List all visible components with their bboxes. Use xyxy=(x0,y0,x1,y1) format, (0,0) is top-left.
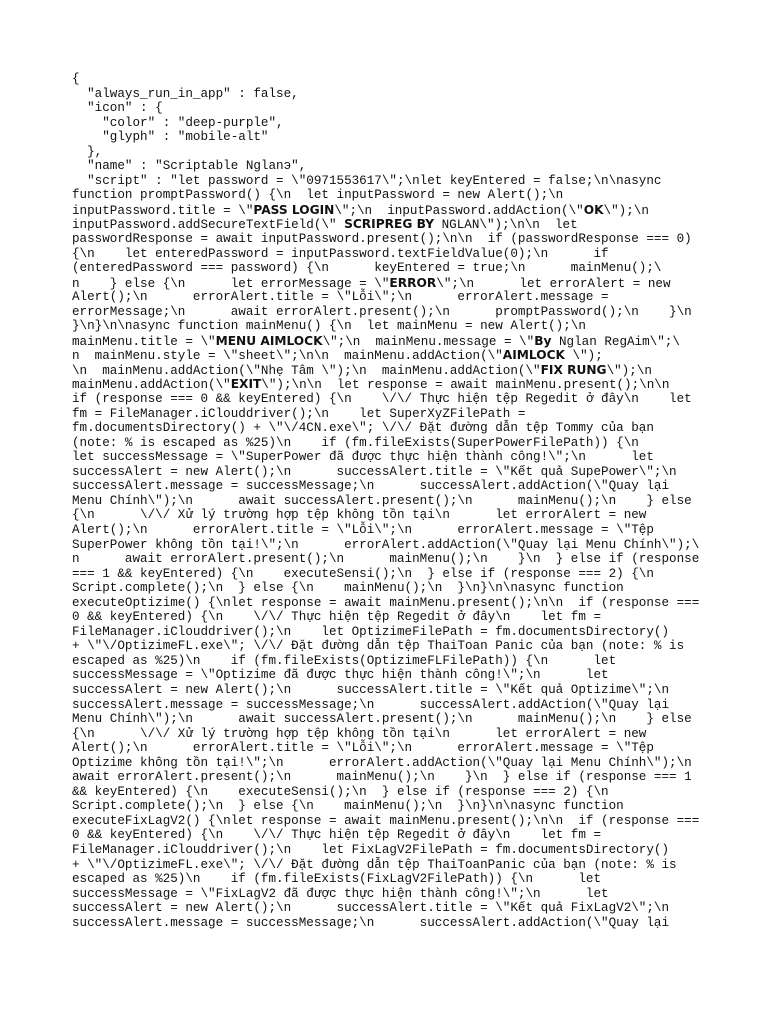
code-line xyxy=(72,770,702,785)
code-line xyxy=(72,159,702,174)
code-segment: SuperPower không tồn tại!\";\n errorAlert.addAction(\"Quay lại Menu Chính\");\ xyxy=(72,537,700,552)
code-line xyxy=(72,348,702,363)
code-line xyxy=(72,741,702,756)
code-segment: \n mainMenu.addAction(\"Nhẹ Tâm \");\n mainMenu.addAction(\" xyxy=(72,363,541,378)
code-line xyxy=(72,87,702,102)
code-line xyxy=(72,610,702,625)
code-segment: inputPassword.title = \" xyxy=(72,203,254,218)
code-segment: n await errorAlert.present();\n mainMenu();\n }\n } else if (response xyxy=(72,552,700,567)
code-segment: {\n \/\/ Xử lý trường hợp tệp không tồn tại\n let errorAlert = new xyxy=(72,726,647,741)
code-segment: fm = FileManager.iClouddriver();\n let SuperXyZFilePath = xyxy=(72,406,526,421)
code-line xyxy=(72,916,702,931)
document-page xyxy=(72,72,702,930)
code-segment: Script.complete();\n } else {\n mainMenu();\n }\n}\n\nasync function xyxy=(72,799,624,814)
code-line xyxy=(72,217,702,232)
code-line xyxy=(72,261,702,276)
code-line xyxy=(72,72,702,87)
code-segment: errorMessage;\n await errorAlert.present();\n promptPassword();\n }\n xyxy=(72,304,692,319)
code-line xyxy=(72,319,702,334)
code-line xyxy=(72,450,702,465)
bold-keyword: PASS LOGIN xyxy=(253,202,335,217)
code-segment: FileManager.iClouddriver();\n let FixLagV2FilePath = fm.documentsDirectory() xyxy=(72,842,670,857)
code-segment: Alert();\n errorAlert.title = \"Lỗi\";\n errorAlert.message = \"Tệp xyxy=(72,522,654,537)
code-line xyxy=(72,130,702,145)
code-line xyxy=(72,334,702,349)
code-segment: Alert();\n errorAlert.title = \"Lỗi\";\n errorAlert.message = \"Tệp xyxy=(72,741,654,756)
code-line xyxy=(72,901,702,916)
code-segment: Nglan RegAim\";\ xyxy=(551,334,680,349)
code-line xyxy=(72,203,702,218)
code-segment: "color" : "deep-purple", xyxy=(72,115,284,130)
bold-keyword: SCRIPREG BY xyxy=(344,217,435,232)
code-line xyxy=(72,668,702,683)
code-line xyxy=(72,116,702,131)
code-segment: Alert();\n errorAlert.title = \"Lỗi\";\n errorAlert.message = xyxy=(72,290,609,305)
bold-keyword: ERROR xyxy=(389,275,437,290)
code-segment: successAlert = new Alert();\n successAlert.title = \"Kết quả FixLagV2\";\n xyxy=(72,901,670,916)
code-text xyxy=(72,72,702,930)
code-segment: "glyph" : "mobile-alt" xyxy=(72,130,269,145)
code-line xyxy=(72,232,702,247)
code-segment: if (response === 0 && keyEntered) {\n \/\/ Thực hiện tệp Regedit ở đây\n let xyxy=(72,392,692,407)
code-segment: \");\n xyxy=(603,203,649,218)
code-segment: "icon" : { xyxy=(72,101,163,116)
code-segment: passwordResponse = await inputPassword.present();\n\n if (passwordResponse === 0) xyxy=(72,232,692,247)
code-line xyxy=(72,407,702,422)
code-segment: \";\n mainMenu.message = \" xyxy=(322,334,535,349)
code-line xyxy=(72,174,702,189)
code-segment: Script.complete();\n } else {\n mainMenu();\n }\n}\n\nasync function xyxy=(72,581,624,596)
code-line xyxy=(72,247,702,262)
code-segment: executeFixLagV2() {\nlet response = await mainMenu.present();\n\n if (response === xyxy=(72,813,700,828)
code-segment: && keyEntered) {\n executeSensi();\n } else if (response === 2) {\n xyxy=(72,784,609,799)
code-segment: escaped as %25)\n if (fm.fileExists(FixLagV2FilePath)) {\n let xyxy=(72,872,602,887)
code-line xyxy=(72,523,702,538)
code-segment: 0 && keyEntered) {\n \/\/ Thực hiện tệp Regedit ở đây\n let fm = xyxy=(72,610,602,625)
code-segment: Menu Chính\");\n await successAlert.present();\n mainMenu();\n } else xyxy=(72,712,692,727)
code-line xyxy=(72,188,702,203)
code-segment: successAlert.message = successMessage;\n successAlert.addAction(\"Quay lại xyxy=(72,697,670,712)
code-line xyxy=(72,756,702,771)
code-segment: successAlert.message = successMessage;\n successAlert.addAction(\"Quay lại xyxy=(72,479,670,494)
code-line xyxy=(72,683,702,698)
code-line xyxy=(72,552,702,567)
code-line xyxy=(72,392,702,407)
code-segment: successMessage = \"Optizime đã được thực hiện thành công!\";\n let xyxy=(72,668,609,683)
code-line xyxy=(72,698,702,713)
code-segment: mainMenu.title = \" xyxy=(72,334,216,349)
code-segment: 0 && keyEntered) {\n \/\/ Thực hiện tệp Regedit ở đây\n let fm = xyxy=(72,828,602,843)
code-segment: }\n}\n\nasync function mainMenu() {\n let mainMenu = new Alert();\n xyxy=(72,319,586,334)
code-line xyxy=(72,858,702,873)
code-segment: fm.documentsDirectory() + \"\/4CN.exe\"; \/\/ Đặt đường dẫn tệp Tommy của bạn xyxy=(72,421,654,436)
code-segment: successAlert = new Alert();\n successAlert.title = \"Kết quả SupePower\";\n xyxy=(72,464,677,479)
code-line xyxy=(72,799,702,814)
bold-keyword: AIMLOCK xyxy=(502,348,565,363)
code-segment: === 1 && keyEntered) {\n executeSensi();\n } else if (response === 2) {\n xyxy=(72,566,654,581)
code-segment: Optizime không tồn tại!\";\n errorAlert.addAction(\"Quay lại Menu Chính\");\n xyxy=(72,755,692,770)
code-segment: \";\n inputPassword.addAction(\" xyxy=(334,203,584,218)
code-line xyxy=(72,785,702,800)
code-line xyxy=(72,581,702,596)
code-segment: await errorAlert.present();\n mainMenu();\n }\n } else if (response === 1 xyxy=(72,770,692,785)
code-line xyxy=(72,887,702,902)
code-segment: successAlert.message = successMessage;\n successAlert.addAction(\"Quay lại xyxy=(72,915,670,930)
code-segment: \"); xyxy=(564,349,603,364)
code-line xyxy=(72,479,702,494)
code-segment: mainMenu.addAction(\" xyxy=(72,378,231,393)
code-line xyxy=(72,276,702,291)
code-segment: \";\n let errorAlert = new xyxy=(436,276,671,291)
code-segment: n mainMenu.style = \"sheet\";\n\n mainMenu.addAction(\" xyxy=(72,349,503,364)
code-segment: NGLAN\");\n\n let xyxy=(434,218,578,233)
code-segment: + \"\/OptizimeFL.exe\"; \/\/ Đặt đường dẫn tệp ThaiToanPanic của bạn (note: % is xyxy=(72,857,677,872)
code-line xyxy=(72,363,702,378)
code-segment: (note: % is escaped as %25)\n if (fm.fileExists(SuperPowerFilePath)) {\n xyxy=(72,435,639,450)
code-segment: + \"\/OptizimeFL.exe\"; \/\/ Đặt đường dẫn tệp ThaiToan Panic của bạn (note: % is xyxy=(72,639,685,654)
code-line xyxy=(72,567,702,582)
code-line xyxy=(72,639,702,654)
code-line xyxy=(72,814,702,829)
code-segment: "always_run_in_app" : false, xyxy=(72,86,299,101)
code-segment: (enteredPassword === password) {\n keyEntered = true;\n mainMenu();\ xyxy=(72,261,662,276)
code-line xyxy=(72,290,702,305)
bold-keyword: EXIT xyxy=(230,377,262,392)
bold-keyword: By xyxy=(534,333,552,348)
code-line xyxy=(72,828,702,843)
code-segment: \");\n xyxy=(606,363,652,378)
code-segment: inputPassword.addSecureTextField(\" xyxy=(72,218,345,233)
code-segment: }, xyxy=(72,144,103,159)
bold-keyword: FIX RUNG xyxy=(540,362,607,377)
code-segment: Menu Chính\");\n await successAlert.present();\n mainMenu();\n } else xyxy=(72,493,692,508)
code-segment: FileManager.iClouddriver();\n let OptizimeFilePath = fm.documentsDirectory() xyxy=(72,624,670,639)
code-line xyxy=(72,712,702,727)
code-line xyxy=(72,436,702,451)
code-line xyxy=(72,421,702,436)
code-line xyxy=(72,596,702,611)
code-line xyxy=(72,654,702,669)
code-line xyxy=(72,538,702,553)
code-line xyxy=(72,305,702,320)
code-line xyxy=(72,465,702,480)
code-segment: {\n let enteredPassword = inputPassword.textFieldValue(0);\n if xyxy=(72,246,609,261)
code-line xyxy=(72,145,702,160)
code-line xyxy=(72,494,702,509)
code-segment: successMessage = \"FixLagV2 đã được thực hiện thành công!\";\n let xyxy=(72,886,609,901)
bold-keyword: OK xyxy=(583,202,604,217)
code-line xyxy=(72,101,702,116)
code-line xyxy=(72,508,702,523)
code-line xyxy=(72,727,702,742)
code-line xyxy=(72,625,702,640)
code-segment: n } else {\n let errorMessage = \" xyxy=(72,276,390,291)
code-segment: "script" : "let password = \"0971553617\";\nlet keyEntered = false;\n\nasync xyxy=(72,173,662,188)
code-segment: { xyxy=(72,72,80,86)
bold-keyword: MENU AIMLOCK xyxy=(215,333,323,348)
code-line xyxy=(72,872,702,887)
code-segment: escaped as %25)\n if (fm.fileExists(OptizimeFLFilePath)) {\n let xyxy=(72,653,617,668)
code-segment: {\n \/\/ Xử lý trường hợp tệp không tồn tại\n let errorAlert = new xyxy=(72,508,647,523)
code-segment: executeOptizime() {\nlet response = await mainMenu.present();\n\n if (response === xyxy=(72,595,700,610)
code-segment: \");\n\n let response = await mainMenu.present();\n\n xyxy=(261,378,670,393)
code-segment: function promptPassword() {\n let inputPassword = new Alert();\n xyxy=(72,188,564,203)
code-line xyxy=(72,843,702,858)
code-segment: successAlert = new Alert();\n successAlert.title = \"Kết quả Optizime\";\n xyxy=(72,682,670,697)
code-segment: "name" : "Scriptable Nglanэ", xyxy=(72,159,307,174)
code-segment: let successMessage = \"SuperPower đã được thực hiện thành công!\";\n let xyxy=(72,450,654,465)
code-line xyxy=(72,377,702,392)
